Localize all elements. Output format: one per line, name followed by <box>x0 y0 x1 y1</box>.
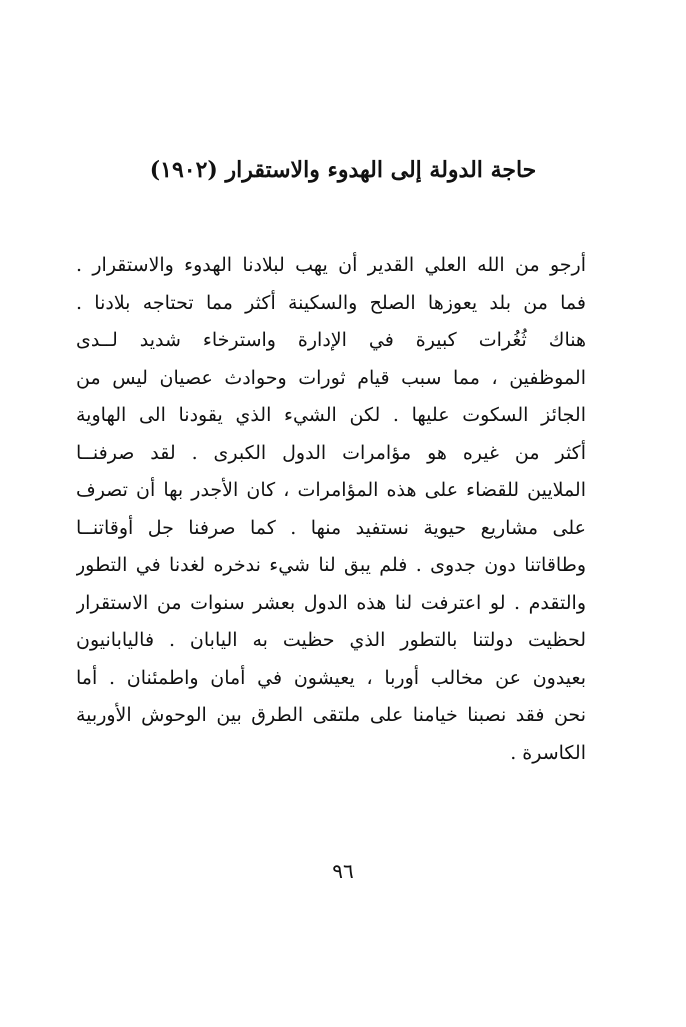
text-line: الجائز السكوت عليها . لكن الشيء الذي يقودنا الى الهاوية <box>76 404 586 426</box>
text-line: بعيدون عن مخالب أوربا ، يعيشون في أمان واطمئنان . أما <box>76 666 586 689</box>
text-line: والتقدم . لو اعترفت لنا هذه الدول بعشر سنوات من الاستقرار <box>76 591 586 614</box>
body-paragraph <box>76 247 586 772</box>
text-line: لحظيت دولتنا بالتطور الذي حظيت به اليابان . فاليابانيون <box>76 629 586 651</box>
text-line: أرجو من الله العلي القدير أن يهب لبلادنا الهدوء والاستقرار . <box>76 254 586 276</box>
page-number: ٩٦ <box>332 859 354 883</box>
text-line: على مشاريع حيوية نستفيد منها . كما صرفنا جل أوقاتنــا <box>76 516 586 539</box>
text-line: هناك ثُغُرات كبيرة في الإدارة واسترخاء شديد لــدى <box>76 329 586 351</box>
text-line: وطاقاتنا دون جدوى . فلم يبق لنا شيء ندخره لغدنا في التطور <box>76 554 586 576</box>
text-line: أكثر من غيره هو مؤامرات الدول الكبرى . لقد صرفنــا <box>76 441 586 464</box>
text-line: فما من بلد يعوزها الصلح والسكينة أكثر مما تحتاجه بلادنا . <box>76 291 586 314</box>
text-line: الملايين للقضاء على هذه المؤامرات ، كان الأجدر بها أن تصرف <box>76 479 586 501</box>
text-line: الموظفين ، مما سبب قيام ثورات وحوادث عصيان ليس من <box>76 366 586 389</box>
text-line: الكاسرة . <box>510 741 586 764</box>
text-line: نحن فقد نصبنا خيامنا على ملتقى الطرق بين الوحوش الأوربية <box>76 704 586 726</box>
page-title: حاجة الدولة إلى الهدوء والاستقرار (١٩٠٢) <box>149 157 537 183</box>
